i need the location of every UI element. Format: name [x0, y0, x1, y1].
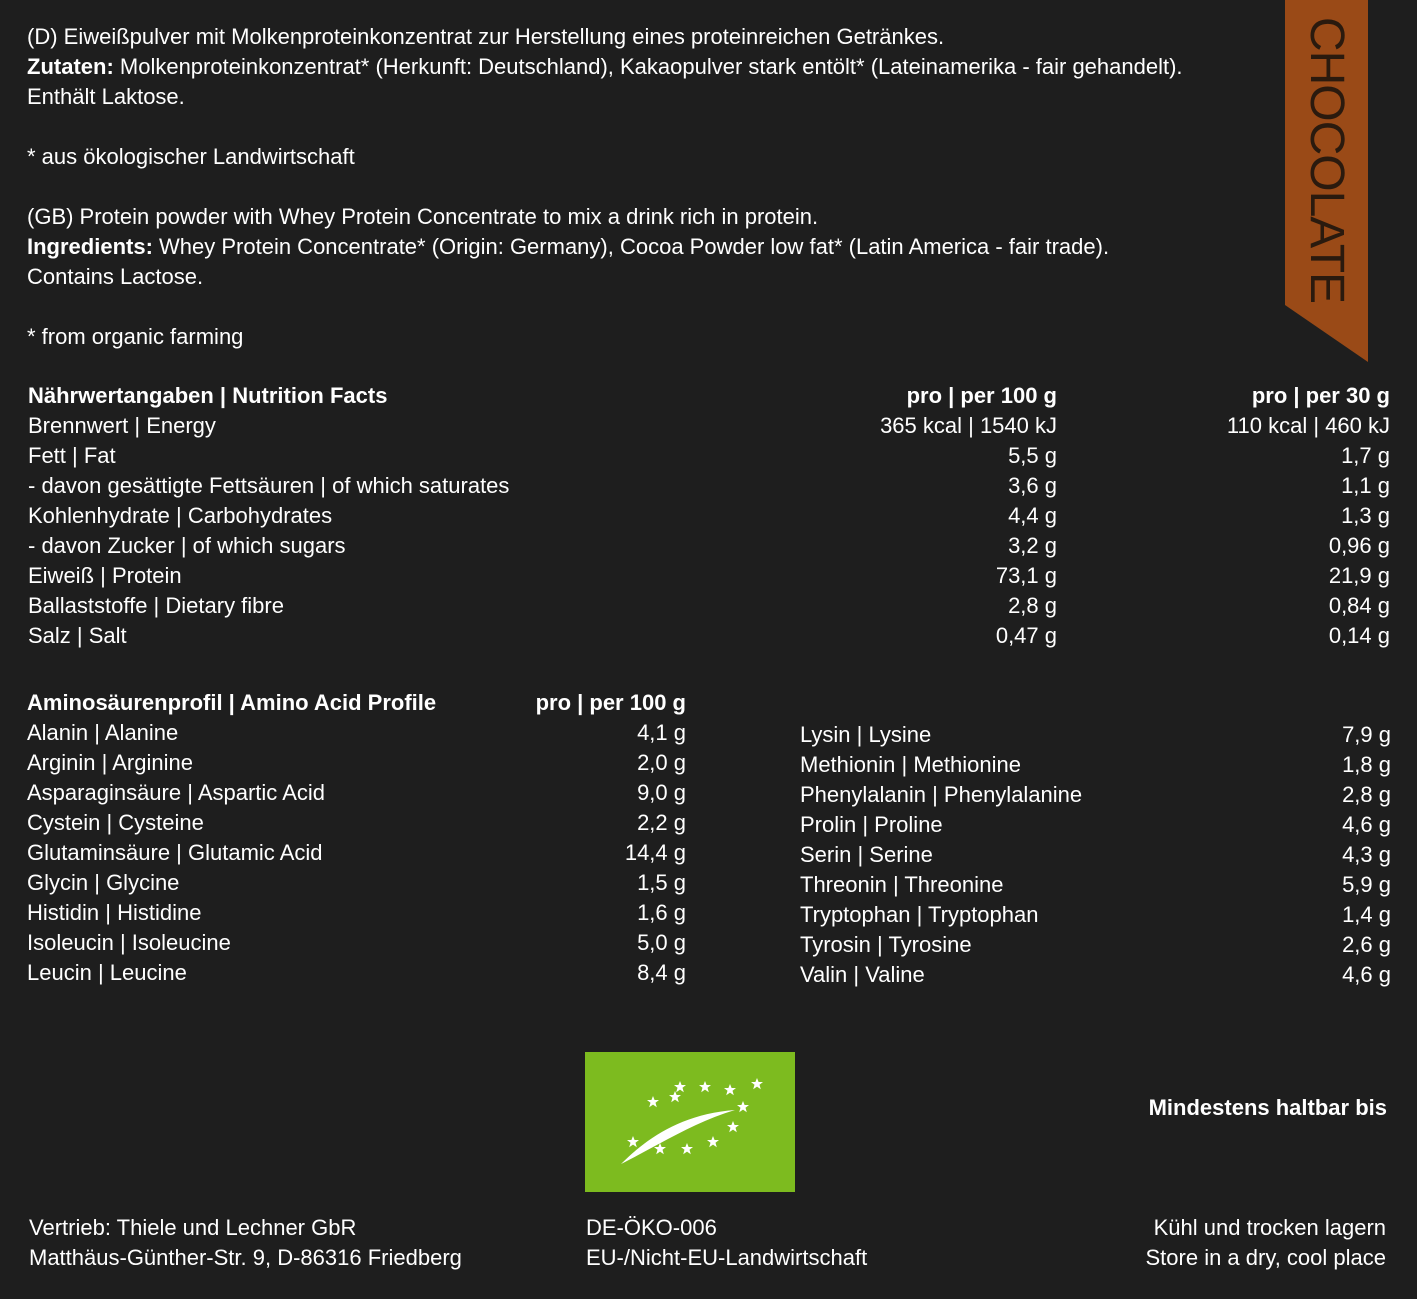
gb-organic-footnote: * from organic farming — [27, 324, 244, 349]
col-per-30g-header: pro | per 30 g — [1251, 383, 1390, 408]
amino-acid-value: 1,8 g — [1342, 752, 1391, 777]
amino-acid-value: 9,0 g — [637, 780, 686, 805]
amino-row — [800, 810, 1391, 840]
nutrition-row — [28, 561, 1390, 591]
flavor-label: CHOCOLATE — [1300, 16, 1353, 304]
amino-row — [27, 958, 686, 988]
amino-acid-value: 8,4 g — [637, 960, 686, 985]
amino-acid-value: 5,9 g — [1342, 872, 1391, 897]
amino-row — [800, 720, 1391, 750]
amino-header-row — [27, 688, 686, 718]
amino-acid-label: Lysin | Lysine — [800, 722, 932, 747]
amino-acid-value: 2,6 g — [1342, 932, 1391, 957]
amino-acid-label: Asparaginsäure | Aspartic Acid — [27, 780, 325, 805]
gb-ingredients-line — [27, 232, 1267, 262]
amino-acid-label: Isoleucin | Isoleucine — [27, 930, 231, 955]
amino-acid-label: Glycin | Glycine — [27, 870, 180, 895]
nutrition-row — [28, 621, 1390, 651]
nutrient-per-30g: 0,84 g — [1328, 593, 1390, 618]
amino-acid-value: 4,6 g — [1342, 812, 1391, 837]
amino-acid-label: Cystein | Cysteine — [27, 810, 204, 835]
nutrient-label: Fett | Fat — [28, 443, 116, 468]
amino-acid-label: Phenylalanin | Phenylalanine — [800, 782, 1083, 807]
amino-acid-label: Histidin | Histidine — [27, 900, 202, 925]
amino-acid-value: 4,3 g — [1342, 842, 1391, 867]
amino-acid-label: Leucin | Leucine — [27, 960, 187, 985]
amino-acid-label: Glutaminsäure | Glutamic Acid — [27, 840, 323, 865]
amino-acid-table-left — [27, 688, 686, 988]
amino-acid-label: Prolin | Proline — [800, 812, 943, 837]
nutrient-label: - davon gesättigte Fettsäuren | of which saturates — [28, 473, 510, 498]
agriculture-origin: EU-/Nicht-EU-Landwirtschaft — [586, 1245, 868, 1270]
storage-en: Store in a dry, cool place — [1145, 1245, 1386, 1270]
nutrient-label: Salz | Salt — [28, 623, 127, 648]
ingredients-text-block — [27, 22, 1267, 352]
de-lactose-note: Enthält Laktose. — [27, 84, 185, 109]
amino-acid-label: Valin | Valine — [800, 962, 925, 987]
control-body-code: DE-ÖKO-006 — [586, 1215, 717, 1240]
amino-col-header: pro | per 100 g — [535, 690, 686, 715]
amino-acid-value: 7,9 g — [1342, 722, 1391, 747]
nutrition-row — [28, 411, 1390, 441]
nutrition-row — [28, 591, 1390, 621]
amino-acid-label: Alanin | Alanine — [27, 720, 179, 745]
nutrient-per-30g: 21,9 g — [1328, 563, 1390, 588]
eu-organic-leaf-icon — [585, 1052, 795, 1192]
gb-ingredients-text: Whey Protein Concentrate* (Origin: Germany), Cocoa Powder low fat* (Latin America - fair trade). — [152, 234, 1110, 259]
amino-row — [800, 870, 1391, 900]
amino-acid-label: Methionin | Methionine — [800, 752, 1021, 777]
amino-acid-label: Serin | Serine — [800, 842, 933, 867]
nutrient-per-30g: 110 kcal | 460 kJ — [1226, 413, 1390, 438]
nutrient-label: Eiweiß | Protein — [28, 563, 182, 588]
nutrient-label: - davon Zucker | of which sugars — [28, 533, 346, 558]
gb-ingredients-label: Ingredients: — [27, 234, 153, 259]
amino-acid-value: 2,2 g — [637, 810, 686, 835]
amino-acid-label: Tyrosin | Tyrosine — [800, 932, 972, 957]
distributor-name: Vertrieb: Thiele und Lechner GbR — [29, 1215, 357, 1240]
nutrient-per-30g: 0,14 g — [1328, 623, 1390, 648]
nutrient-label: Brennwert | Energy — [28, 413, 216, 438]
amino-acid-value: 2,0 g — [637, 750, 686, 775]
amino-acid-value: 1,4 g — [1342, 902, 1391, 927]
nutrition-facts-table — [28, 381, 1390, 653]
amino-row — [27, 928, 686, 958]
amino-row — [800, 780, 1391, 810]
amino-row — [27, 808, 686, 838]
amino-acid-value: 2,8 g — [1342, 782, 1391, 807]
amino-acid-label: Arginin | Arginine — [27, 750, 193, 775]
nutrition-header: Nährwertangaben | Nutrition Facts — [28, 383, 388, 408]
nutrient-per-100g: 3,2 g — [1008, 533, 1057, 558]
nutrient-per-30g: 1,7 g — [1341, 443, 1390, 468]
amino-row — [800, 960, 1391, 990]
amino-acid-label: Tryptophan | Tryptophan — [800, 902, 1039, 927]
distributor-address: Matthäus-Günther-Str. 9, D-86316 Friedberg — [29, 1245, 462, 1270]
nutrient-per-100g: 0,47 g — [995, 623, 1057, 648]
amino-row — [27, 838, 686, 868]
organic-certification — [586, 1213, 867, 1273]
de-product-description: (D) Eiweißpulver mit Molkenproteinkonzentrat zur Herstellung eines proteinreichen Getränkes. — [27, 24, 945, 49]
amino-row — [800, 750, 1391, 780]
nutrient-label: Ballaststoffe | Dietary fibre — [28, 593, 284, 618]
amino-row — [800, 900, 1391, 930]
gb-lactose-note: Contains Lactose. — [27, 264, 204, 289]
nutrient-per-100g: 365 kcal | 1540 kJ — [880, 413, 1057, 438]
nutrition-row — [28, 441, 1390, 471]
nutrition-row — [28, 471, 1390, 501]
amino-acid-label: Threonin | Threonine — [800, 872, 1004, 897]
nutrient-per-100g: 2,8 g — [1008, 593, 1057, 618]
storage-instructions — [1146, 1213, 1387, 1273]
de-organic-footnote: * aus ökologischer Landwirtschaft — [27, 144, 355, 169]
de-ingredients-label: Zutaten: — [27, 54, 114, 79]
de-ingredients-text: Molkenproteinkonzentrat* (Herkunft: Deutschland), Kakaopulver stark entölt* (Lateinamerika - fair gehandelt). — [113, 54, 1183, 79]
amino-acid-value: 5,0 g — [637, 930, 686, 955]
col-per-100g-header: pro | per 100 g — [906, 383, 1057, 408]
amino-acid-value: 4,1 g — [637, 720, 686, 745]
amino-acid-value: 4,6 g — [1342, 962, 1391, 987]
amino-row — [27, 718, 686, 748]
amino-row — [800, 840, 1391, 870]
nutrition-header-row — [28, 381, 1390, 411]
amino-acid-value: 1,6 g — [637, 900, 686, 925]
gb-product-description: (GB) Protein powder with Whey Protein Concentrate to mix a drink rich in protein. — [27, 204, 819, 229]
eu-organic-logo — [585, 1052, 795, 1192]
amino-row — [800, 930, 1391, 960]
amino-row — [27, 748, 686, 778]
nutrient-per-100g: 4,4 g — [1008, 503, 1057, 528]
best-before-label: Mindestens haltbar bis — [1148, 1095, 1387, 1120]
amino-row — [27, 898, 686, 928]
de-ingredients-line — [27, 52, 1267, 82]
nutrient-per-100g: 3,6 g — [1008, 473, 1057, 498]
amino-header: Aminosäurenprofil | Amino Acid Profile — [27, 690, 437, 715]
nutrient-per-100g: 73,1 g — [995, 563, 1057, 588]
distributor-info — [29, 1213, 462, 1273]
amino-acid-value: 14,4 g — [624, 840, 686, 865]
storage-de: Kühl und trocken lagern — [1153, 1215, 1386, 1240]
nutrition-row — [28, 531, 1390, 561]
amino-row — [27, 868, 686, 898]
amino-acid-table-right — [800, 720, 1391, 990]
nutrient-label: Kohlenhydrate | Carbohydrates — [28, 503, 333, 528]
amino-row — [27, 778, 686, 808]
nutrient-per-100g: 5,5 g — [1008, 443, 1057, 468]
nutrition-row — [28, 501, 1390, 531]
nutrient-per-30g: 1,3 g — [1341, 503, 1390, 528]
nutrient-per-30g: 0,96 g — [1328, 533, 1390, 558]
nutrient-per-30g: 1,1 g — [1341, 473, 1390, 498]
amino-acid-value: 1,5 g — [637, 870, 686, 895]
